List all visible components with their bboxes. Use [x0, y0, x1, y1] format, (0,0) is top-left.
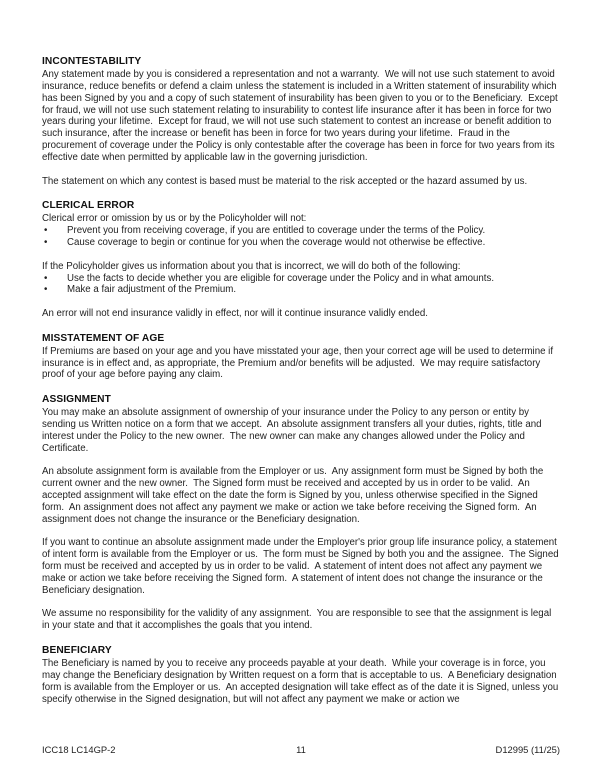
bullet-icon: •: [44, 272, 48, 284]
list-item: [42, 273, 560, 285]
list-item: [42, 284, 560, 296]
spacer: [42, 296, 560, 308]
bullet-icon: •: [44, 236, 48, 248]
spacer: [42, 381, 560, 393]
spacer: [42, 526, 560, 538]
spacer: [42, 597, 560, 609]
spacer: [42, 454, 560, 466]
spacer: [42, 187, 560, 199]
paragraph-clerical-error-closing: An error will not end insurance validly in effect, nor will it continue insurance validly ended.: [42, 308, 428, 320]
section-heading-misstatement-of-age: MISSTATEMENT OF AGE: [42, 332, 165, 344]
list-item: [42, 237, 560, 249]
page-footer: [42, 743, 560, 757]
section-heading-beneficiary: BENEFICIARY: [42, 644, 112, 656]
paragraph-clerical-error-intro-1: Clerical error or omission by us or by the Policyholder will not:: [42, 213, 307, 225]
paragraph-clerical-error-intro-2: If the Policyholder gives us information about you that is incorrect, we will do both of the following:: [42, 260, 461, 272]
list-item-label: Prevent you from receiving coverage, if you are entitled to coverage under the terms of the Policy.: [67, 225, 486, 237]
list-item: [42, 225, 560, 237]
bullet-icon: •: [44, 225, 48, 237]
bullet-list-clerical-error-1: [42, 225, 560, 249]
footer-page-number: 11: [296, 744, 306, 755]
section-heading-incontestability: INCONTESTABILITY: [42, 56, 142, 67]
paragraph-incontestability-1: Any statement made by you is considered a representation and not a warranty. We will not use such statement to avoid insurance, reduce benefits or defend a claim unless the statement is included in a Written statement of insurability which has been Signed by you and a copy of such statement of insurability has been given to you or to the Beneficiary. Except for fraud, we will not use such statement relating to insurability to contest life insurance after it has been in force for two years during your lifetime. Except for fraud, we will not use such statement to contest an increase or benefit addition to such insurance, after the increase or benefit has been in force for two years during your lifetime. Fraud in the procurement of coverage under the Policy is only contestable after the coverage has been in force for two years from its effective date when permitted by applicable law in the governing jurisdiction.: [42, 69, 561, 163]
section-heading-clerical-error: CLERICAL ERROR: [42, 200, 135, 212]
footer-form-number: ICC18 LC14GP-2: [42, 744, 116, 755]
paragraph-assignment-4: We assume no responsibility for the validity of any assignment. You are responsible to see that the assignment is legal in your state and that it accomplishes the goals that you intend.: [42, 608, 554, 632]
paragraph-assignment-3: If you want to continue an absolute assignment made under the Employer's prior group life insurance policy, a statement of intent form is available from the Employer or us. The form must be Signed by both you and the assignee. The Signed form must be received and accepted by us in order to be valid. A statement of intent does not affect any payment we make or action we take before receiving the Signed form. A statement of intent does not change the insurance or the Beneficiary designation.: [42, 537, 562, 596]
paragraph-misstatement-of-age-1: If Premiums are based on your age and you have misstated your age, then your correct age will be used to determine if insurance is in effect and, as appropriate, the Premium and/or benefits will be adjusted. We may require satisfactory proof of your age before paying any claim.: [42, 345, 556, 381]
spacer: [42, 249, 560, 261]
bullet-icon: •: [44, 284, 48, 296]
paragraph-assignment-1: You may make an absolute assignment of ownership of your insurance under the Policy to any person or entity by sending us Written notice on a form that we accept. An absolute assignment transfers all your duties, rights, title and interest under the Policy to the new owner. The new owner can make any changes allowed under the Policy and Certificate.: [42, 407, 545, 454]
spacer: [42, 164, 560, 176]
paragraph-assignment-2: An absolute assignment form is available from the Employer or us. Any assignment form must be Signed by both the current owner and the new owner. The Signed form must be received and accepted by us in order to be valid. An accepted assignment will take effect on the date the form is Signed by you, unless otherwise specified in the Signed form. An assignment does not affect any payment we make or action we take before receiving the Signed form. An assignment does not change the insurance or the Beneficiary designation.: [42, 466, 547, 525]
paragraph-beneficiary-1: The Beneficiary is named by you to receive any proceeds payable at your death. While your coverage is in force, you may change the Beneficiary designation by Written request on a form that is acceptable to us. A Beneficiary designation form is available from the Employer or us. An accepted designation will take effect as of the date it is Signed, unless you specify otherwise in the Signed designation, but will not affect any payment we make or action we: [42, 657, 561, 705]
list-item-label: Use the facts to decide whether you are eligible for coverage under the Policy and in what amounts.: [67, 272, 495, 284]
spacer: [42, 632, 560, 644]
list-item-label: Cause coverage to begin or continue for you when the coverage would not otherwise be effective.: [67, 236, 486, 248]
footer-document-id: D12995 (11/25): [495, 744, 560, 755]
document-body: [42, 55, 560, 705]
paragraph-incontestability-2: The statement on which any contest is based must be material to the risk accepted or the hazard assumed by us.: [42, 175, 528, 187]
spacer: [42, 320, 560, 332]
list-item-label: Make a fair adjustment of the Premium.: [67, 284, 237, 296]
bullet-list-clerical-error-2: [42, 273, 560, 297]
section-heading-assignment: ASSIGNMENT: [42, 394, 111, 406]
